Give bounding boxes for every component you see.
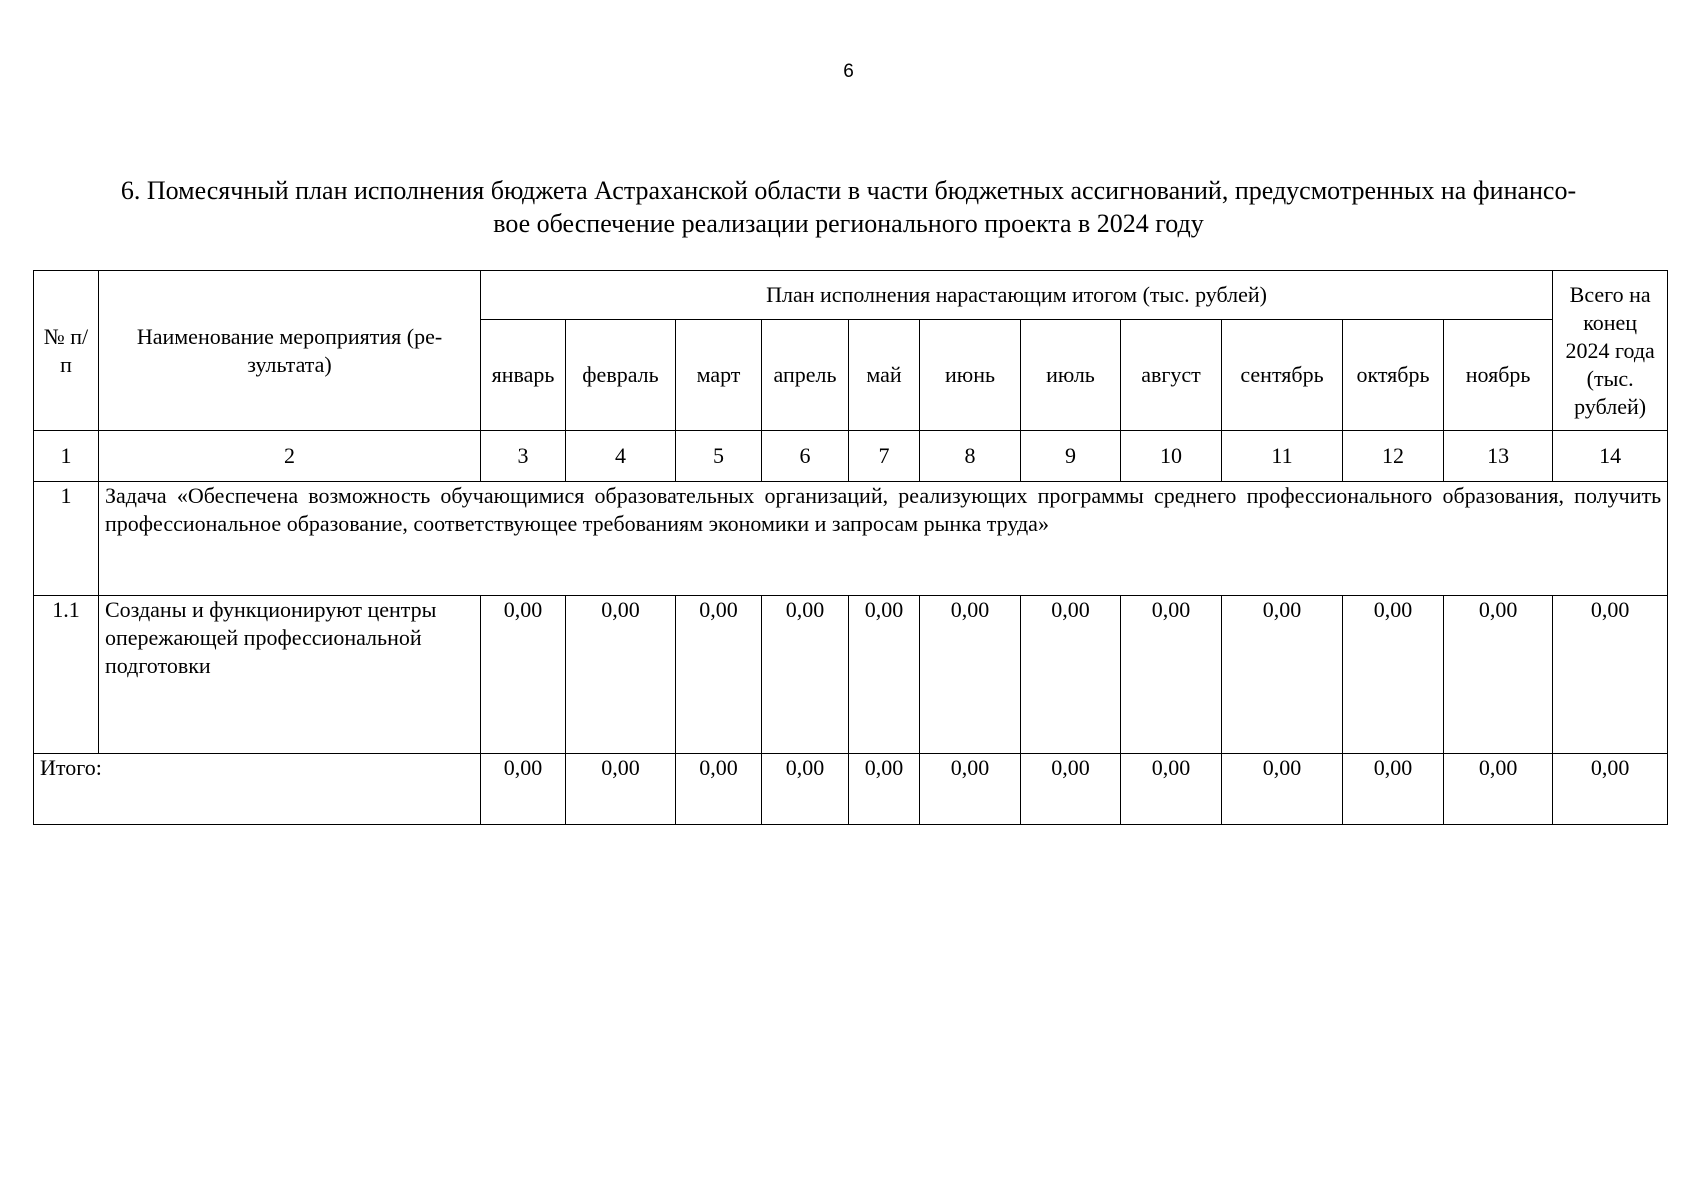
total-value: 0,00	[1343, 754, 1444, 825]
total-year-total: 0,00	[1553, 754, 1668, 825]
result-year-total: 0,00	[1553, 596, 1668, 754]
header-name: Наименование мероприятия (ре-зультата)	[99, 271, 481, 431]
task-number: 1	[34, 482, 99, 596]
column-number: 11	[1222, 431, 1343, 482]
total-value: 0,00	[566, 754, 676, 825]
column-number: 9	[1021, 431, 1121, 482]
total-label: Итого:	[34, 754, 481, 825]
header-month: март	[676, 320, 762, 431]
total-value: 0,00	[481, 754, 566, 825]
document-title	[50, 174, 1647, 240]
column-number: 8	[920, 431, 1021, 482]
header-number: № п/п	[34, 271, 99, 431]
result-value: 0,00	[1343, 596, 1444, 754]
header-month: июль	[1021, 320, 1121, 431]
column-number: 7	[849, 431, 920, 482]
header-row-top	[34, 271, 1668, 320]
result-value: 0,00	[920, 596, 1021, 754]
header-month: сентябрь	[1222, 320, 1343, 431]
result-value: 0,00	[1121, 596, 1222, 754]
result-value: 0,00	[1444, 596, 1553, 754]
column-number: 3	[481, 431, 566, 482]
column-number: 5	[676, 431, 762, 482]
total-value: 0,00	[1444, 754, 1553, 825]
total-value: 0,00	[849, 754, 920, 825]
header-month: май	[849, 320, 920, 431]
column-number: 1	[34, 431, 99, 482]
total-value: 0,00	[762, 754, 849, 825]
result-name: Созданы и функционируют центры опережающей профессиональной подготовки	[99, 596, 481, 754]
column-number: 13	[1444, 431, 1553, 482]
budget-plan-table	[33, 270, 1668, 825]
total-value: 0,00	[1021, 754, 1121, 825]
column-number: 12	[1343, 431, 1444, 482]
result-row	[34, 596, 1668, 754]
column-number: 10	[1121, 431, 1222, 482]
total-value: 0,00	[1222, 754, 1343, 825]
header-plan-group: План исполнения нарастающим итогом (тыс. рублей)	[481, 271, 1553, 320]
title-line-1: 6. Помесячный план исполнения бюджета Астраханской области в части бюджетных ассигнований, предусмотренных на финансо-	[120, 176, 1577, 205]
header-month: январь	[481, 320, 566, 431]
task-description: Задача «Обеспечена возможность обучающимися образовательных организаций, реализующих программы среднего профессионального образования, получить профессиональное образование, соответствующее требованиям экономики и запросам рынка труда»	[99, 482, 1668, 596]
column-number: 4	[566, 431, 676, 482]
result-value: 0,00	[676, 596, 762, 754]
total-value: 0,00	[1121, 754, 1222, 825]
header-month: август	[1121, 320, 1222, 431]
header-month: ноябрь	[1444, 320, 1553, 431]
header-month: февраль	[566, 320, 676, 431]
header-month: октябрь	[1343, 320, 1444, 431]
header-month: апрель	[762, 320, 849, 431]
header-month: июнь	[920, 320, 1021, 431]
total-value: 0,00	[920, 754, 1021, 825]
result-number: 1.1	[34, 596, 99, 754]
result-value: 0,00	[566, 596, 676, 754]
result-value: 0,00	[762, 596, 849, 754]
total-row	[34, 754, 1668, 825]
title-line-2: вое обеспечение реализации регионального проекта в 2024 году	[493, 209, 1204, 238]
result-value: 0,00	[1021, 596, 1121, 754]
task-row	[34, 482, 1668, 596]
header-year-total: Всего на конец 2024 года (тыс. рублей)	[1553, 271, 1668, 431]
column-number: 6	[762, 431, 849, 482]
total-value: 0,00	[676, 754, 762, 825]
page-number: 6	[843, 61, 854, 82]
result-value: 0,00	[481, 596, 566, 754]
column-number-row	[34, 431, 1668, 482]
result-value: 0,00	[849, 596, 920, 754]
column-number: 2	[99, 431, 481, 482]
column-number: 14	[1553, 431, 1668, 482]
result-value: 0,00	[1222, 596, 1343, 754]
